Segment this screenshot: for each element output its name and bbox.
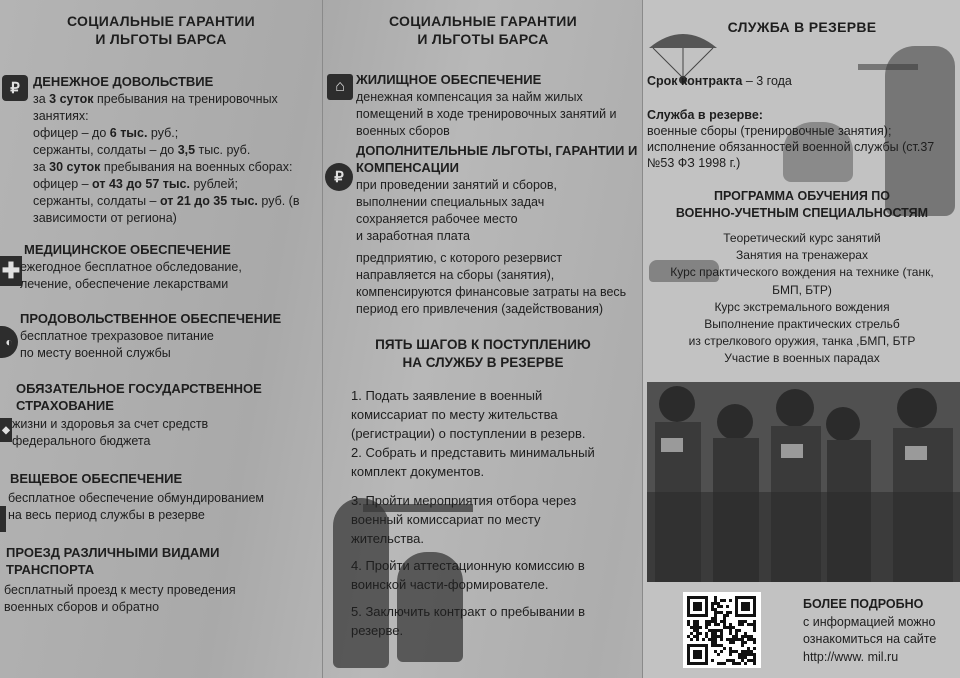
column-reserve-service — [642, 0, 960, 678]
shield-icon: ◆ — [0, 418, 12, 442]
qr-code-image[interactable] — [683, 592, 761, 668]
ruble-coin-icon: ₽ — [325, 163, 353, 191]
program-list — [643, 230, 960, 368]
program-item: Выполнение практических стрельб — [704, 317, 900, 332]
column-benefits-1 — [0, 0, 322, 678]
housing-text: денежная компенсация за найм жилых помещений в ходе тренировочных занятий и военных сборов — [356, 90, 617, 138]
website-link[interactable]: http://www. mil.ru — [803, 649, 899, 664]
step-line: резерве. — [351, 623, 404, 638]
soldiers-photo — [647, 382, 960, 582]
food-heading: ПРОДОВОЛЬСТВЕННОЕ ОБЕСПЕЧЕНИЕ — [20, 311, 282, 326]
insurance-heading: ОБЯЗАТЕЛЬНОЕ ГОСУДАРСТВЕННОЕ СТРАХОВАНИЕ — [16, 381, 262, 413]
step-line: комиссариат по месту жительства — [351, 407, 558, 422]
program-title: ПРОГРАММА ОБУЧЕНИЯ ПО ВОЕННО-УЧЕТНЫМ СПЕЦИАЛЬНОСТЯМ — [675, 189, 929, 220]
transport-text: бесплатный проезд к месту проведения военных сборов и обратно — [4, 583, 236, 614]
medical-cross-icon: ✚ — [0, 256, 22, 286]
program-item: БМП, БТР) — [772, 282, 832, 297]
column-benefits-2 — [322, 0, 642, 678]
program-item: Участие в военных парадах — [724, 351, 880, 366]
column-title: СЛУЖБА В РЕЗЕРВЕ — [727, 19, 877, 35]
medical-heading: МЕДИЦИНСКОЕ ОБЕСПЕЧЕНИЕ — [24, 242, 231, 257]
step-line: комплект документов. — [351, 464, 485, 479]
column-title: СОЦИАЛЬНЫЕ ГАРАНТИИ И ЛЬГОТЫ БАРСА — [388, 13, 578, 47]
step-line: 1. Подать заявление в военный — [351, 388, 543, 403]
extra-heading: ДОПОЛНИТЕЛЬНЫЕ ЛЬГОТЫ, ГАРАНТИИ И КОМПЕНСАЦИИ — [356, 143, 638, 175]
plate-icon: ◐ — [0, 326, 18, 358]
step-line: 4. Пройти аттестационную комиссию в — [351, 558, 585, 573]
step-line: 5. Заключить контракт о пребывании в — [351, 604, 586, 619]
program-item: Занятия на тренажерах — [736, 248, 868, 263]
program-item: из стрелкового оружия, танка ,БМП, БТР — [688, 334, 916, 349]
food-text: бесплатное трехразовое питание по месту военной службы — [20, 329, 214, 360]
step-line: (регистрации) о поступлении в резерв. — [351, 426, 586, 441]
soldiers-group-image — [647, 382, 960, 582]
step-line: жительства. — [351, 531, 424, 546]
program-item: Теоретический курс занятий — [723, 231, 881, 245]
extra-text-2: предприятию, с которого резервист направляется на сборы (занятия), компенсируются финансовые затраты на весь период его привлечения (задействования) — [356, 251, 627, 316]
program-item: Курс экстремального вождения — [714, 299, 890, 314]
more-info: БОЛЕЕ ПОДРОБНО с информацией можно ознакомиться на сайте http://www. mil.ru — [803, 596, 936, 666]
clothing-text: бесплатное обеспечение обмундированием на весь период службы в резерве — [8, 491, 265, 522]
clothing-icon — [0, 506, 6, 532]
step-line: воинской части-формирователе. — [351, 577, 549, 592]
ruble-coin-icon: ₽ — [2, 75, 28, 101]
service-info: Служба в резерве: военные сборы (тренировочные занятия); исполнение обязанностей военной службы (ст.37 №53 ФЗ 1998 г.) — [647, 108, 935, 170]
rifle-silhouette-image — [858, 64, 918, 70]
pay-heading: ДЕНЕЖНОЕ ДОВОЛЬСТВИЕ — [33, 74, 214, 89]
housing-heading: ЖИЛИЩНОЕ ОБЕСПЕЧЕНИЕ — [356, 72, 542, 87]
house-icon: ⌂ — [327, 74, 353, 100]
step-line: военный комиссариат по месту — [351, 512, 541, 527]
column-title: СОЦИАЛЬНЫЕ ГАРАНТИИ И ЛЬГОТЫ БАРСА — [66, 13, 256, 47]
extra-text-1: при проведении занятий и сборов, выполнении специальных задач сохраняется рабочее место и заработная плата — [356, 178, 557, 243]
pay-text: за 3 суток пребывания на тренировочных занятиях: офицер – до 6 тыс. руб.; сержанты, солдаты – до 3,5 тыс. руб. за 30 суток пребывания на военных сборах: офицер – от 43 до 57 тыс. рублей; сержанты, солдаты – от 21 до 35 тыс. руб. (в зависимости от региона) — [33, 92, 300, 225]
program-item: Курс практического вождения на технике (танк, — [670, 265, 934, 280]
steps-title: ПЯТЬ ШАГОВ К ПОСТУПЛЕНИЮ НА СЛУЖБУ В РЕЗЕРВЕ — [375, 337, 591, 370]
medical-text: ежегодное бесплатное обследование, лечение, обеспечение лекарствами — [20, 260, 242, 291]
steps-list — [351, 386, 641, 640]
step-line: 3. Пройти мероприятия отбора через — [351, 493, 577, 508]
step-line: 2. Собрать и представить минимальный — [351, 445, 595, 460]
contract-term: Срок контракта – 3 года — [647, 74, 792, 88]
clothing-heading: ВЕЩЕВОЕ ОБЕСПЕЧЕНИЕ — [10, 471, 183, 486]
insurance-text: жизни и здоровья за счет средств федерального бюджета — [12, 417, 209, 448]
transport-heading: ПРОЕЗД РАЗЛИЧНЫМИ ВИДАМИ ТРАНСПОРТА — [6, 545, 220, 577]
